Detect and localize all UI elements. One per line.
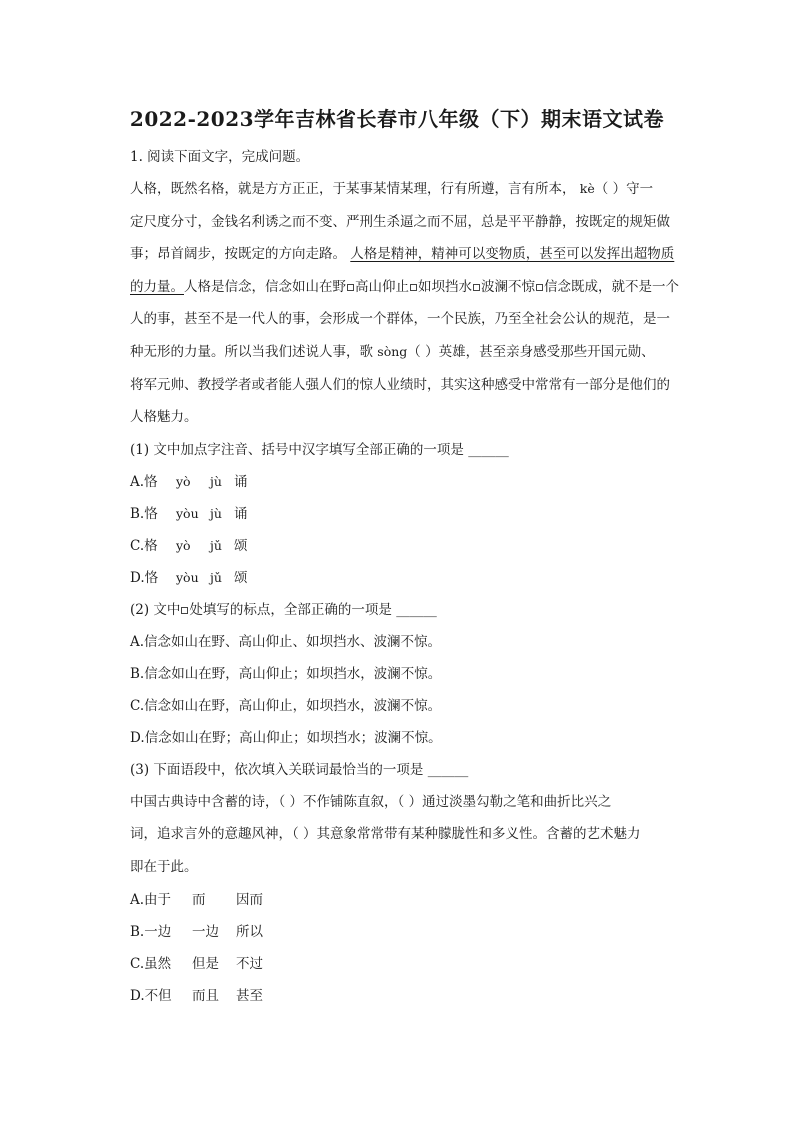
blank-box-icon	[181, 607, 188, 614]
blank-box-icon	[536, 284, 543, 291]
sub-question-3-passage	[130, 786, 696, 884]
option-a[interactable]: A.由于 而 因而	[130, 891, 263, 908]
option-c[interactable]: C.格 yò jǔ 颂	[130, 537, 248, 554]
option-a[interactable]: A.信念如山在野、高山仰止、如坝挡水、波澜不惊。	[130, 633, 442, 650]
sub-question-1-stem: (1) 文中加点字注音、括号中汉字填写全部正确的一项是 ______	[130, 441, 509, 458]
pinyin-ke: kè	[579, 181, 595, 196]
passage-line: 人格魅力。	[130, 409, 198, 426]
option-a[interactable]: A.恪 yò jù 诵	[130, 473, 248, 490]
passage-line: 词，追求言外的意趣风神，（ ）其意象常常带有某种朦胧性和多义性。含蓄的艺术魅力	[130, 826, 641, 843]
passage-line: 将军元帅、教授学者或者能人强人们的惊人业绩时，其实这种感受中常常有一部分是他们的	[130, 376, 670, 393]
option-d[interactable]: D.不但 而且 甚至	[130, 987, 263, 1004]
option-c[interactable]: C.信念如山在野，高山仰止，如坝挡水，波澜不惊。	[130, 697, 442, 714]
passage-line: 定尺度分寸，金钱名利诱之而不变、严刑生杀逼之而不屈，总是平平静静，按既定的规矩做	[130, 213, 670, 230]
option-b[interactable]: B.信念如山在野，高山仰止；如坝挡水，波澜不惊。	[130, 665, 442, 682]
option-d[interactable]: D.信念如山在野；高山仰止；如坝挡水；波澜不惊。	[130, 729, 442, 746]
option-b[interactable]: B.恪 yòu jù 诵	[130, 505, 248, 522]
option-b[interactable]: B.一边 一边 所以	[130, 923, 263, 940]
pinyin-song: sòng	[377, 343, 408, 359]
passage-line: 事；昂首阔步，按既定的方向走路。 人格是精神，精神可以变物质，甚至可以发挥出超物质	[130, 246, 675, 263]
question-1-passage	[130, 173, 696, 434]
option-c[interactable]: C.虽然 但是 不过	[130, 955, 263, 972]
option-d[interactable]: D.恪 yòu jǔ 颂	[130, 569, 248, 586]
passage-line: 人格，既然名格，就是方方正正，于某事某情某理，行有所遵，言有所本， kè（ ）守一	[130, 181, 654, 197]
question-1-stem: 1. 阅读下面文字，完成问题。	[130, 149, 310, 165]
blank-box-icon	[473, 284, 480, 291]
sub-question-2-stem: (2) 文中 处填写的标点，全部正确的一项是 ______	[130, 601, 437, 618]
passage-line: 中国古典诗中含蓄的诗，（ ）不作铺陈直叙，（ ）通过淡墨勾勒之笔和曲折比兴之	[130, 793, 612, 810]
page-title: 2022-2023学年吉林省长春市八年级（下）期末语文试卷	[129, 107, 665, 131]
underlined-sentence-end: 的力量。	[130, 278, 184, 295]
question-1	[130, 141, 696, 1012]
sub-question-3-stem: (3) 下面语段中，依次填入关联词最恰当的一项是 ______	[130, 761, 469, 778]
blank-box-icon	[410, 284, 417, 291]
passage-line: 人的事，甚至不是一代人的事，会形成一个群体，一个民族，乃至全社会公认的规范，是一	[130, 311, 670, 328]
blank-box-icon	[347, 284, 354, 291]
passage-line: 即在于此。	[130, 858, 198, 875]
passage-line: 的力量。人格是信念，信念如山在野 高山仰止 如坝挡水 波澜不惊 信念既成，就不是一个	[130, 278, 679, 295]
passage-line: 种无形的力量。所以当我们述说人事，歌 sòng（ ）英雄，甚至亲身感受那些开国元勋、	[130, 343, 655, 360]
underlined-sentence: 人格是精神，精神可以变物质，甚至可以发挥出超物质	[350, 246, 675, 263]
